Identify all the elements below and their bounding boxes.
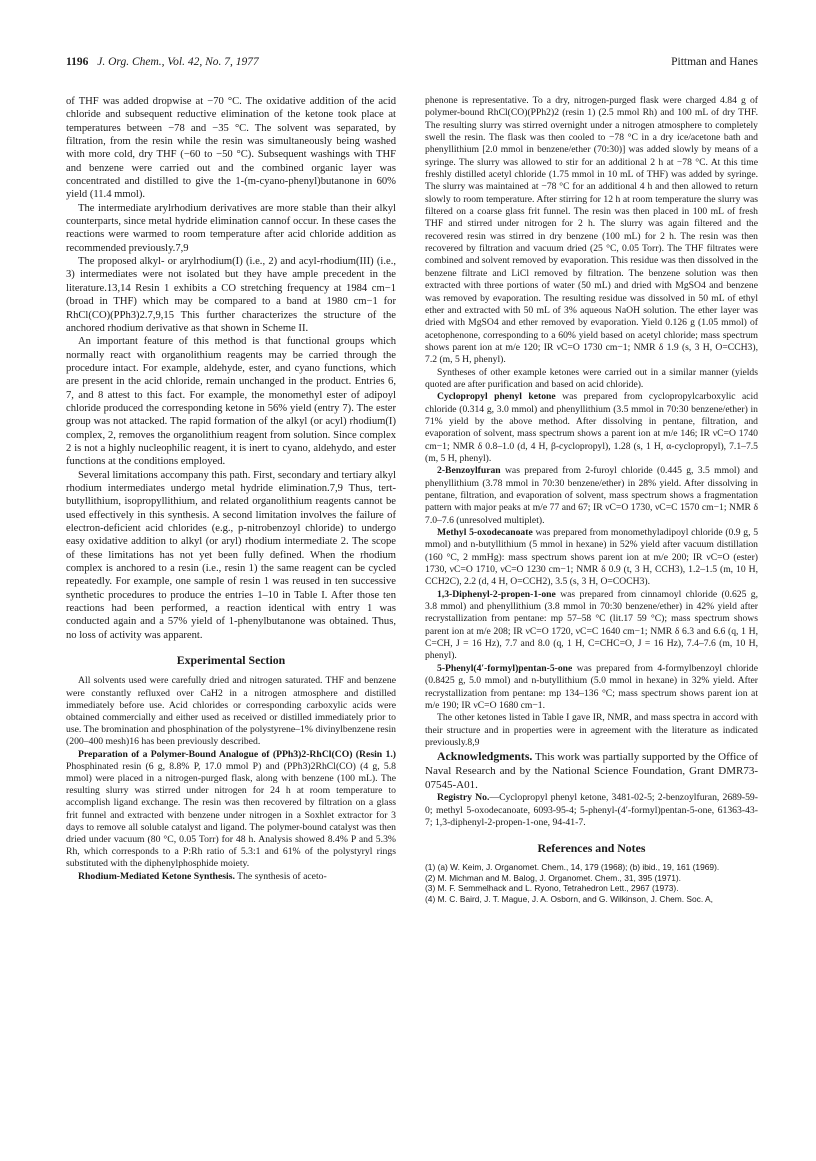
registry-heading: Registry No. bbox=[437, 792, 490, 804]
reference-item: (1) (a) W. Keim, J. Organomet. Chem., 14, 179 (1968); (b) ibid., 19, 161 (1969). bbox=[425, 862, 720, 873]
experimental-section bbox=[66, 675, 396, 882]
body-paragraph bbox=[425, 527, 758, 589]
body-paragraph: The other ketones listed in Table I gave IR, NMR, and mass spectra in accord with their structure and in properties were in agreement with the literature as indicated previously.8,9 bbox=[425, 712, 758, 748]
journal-citation: J. Org. Chem., Vol. 42, No. 7, 1977 bbox=[97, 56, 259, 68]
registry-numbers bbox=[425, 792, 758, 830]
run-in-heading: Rhodium-Mediated Ketone Synthesis. bbox=[78, 870, 235, 882]
paragraph-text: was prepared from cinnamoyl chloride (0.625 g, 3.8 mmol) and phenyllithium (3.8 mmol in 70:30 benzene/ether) in 42% yield after recrystallization from pentane: mp 57–58 °C (lit.17 59 °C); mass spectrum shows parent ion at m/e 208; IR νC=O 1720, νC=C 1640 cm−1; NMR δ 6.3 and 6.6 (q, 1 H, C=CH, J = 16 Hz), 7.7 and 8.0 (q, 1 H, C=CHC=O, J = 16 Hz), 7.4–7.6 (m, 10 H, phenyl). bbox=[425, 588, 758, 662]
reference-item: (3) M. F. Semmelhack and L. Ryono, Tetrahedron Lett., 2967 (1973). bbox=[425, 883, 679, 894]
paragraph-text: was prepared from 2-furoyl chloride (0.445 g, 3.5 mmol) and phenyllithium (3.78 mmol in 70:30 benzene/ether) in 28% yield. After dissolving in pentane, filtration, and evaporation of solvent, mass spectrum shows a fragmentation pattern with major peaks at m/e 77 and 67; IR νC=O 1730, νC=C 1570 cm−1; NMR δ 7.0–7.6 (unresolved multiplet). bbox=[425, 465, 758, 526]
compound-heading: 2-Benzoylfuran bbox=[437, 465, 501, 477]
body-paragraph bbox=[425, 589, 758, 663]
section-heading-references: References and Notes bbox=[537, 840, 646, 855]
left-column bbox=[66, 95, 396, 883]
body-paragraph: Several limitations accompany this path. First, secondary and tertiary alkyl rhodium intermediates undergo metal hydride elimination.7,9 Thus, tert-butyllithium, isopropyllithium, and related organolithium reagents cannot be used effectively in this synthesis. A second limitation involves the failure of electron-deficient acid chlorides (e.g., p-nitrobenzoyl chloride) to undergo easy oxidative addition to alkyl (or aryl) rhodium intermediate 2. The scope of these limitations has not yet been fully defined. When the rhodium complex is anchored to a resin (i.e., resin 1) the same reagent can be cycled repeatedly. For example, one sample of resin 1 was reused in ten successive synthetic procedures to produce the entries 1–10 in Table I. After those ten reactions had been performed, a reaction identical with entry 1 was conducted again and a 57% yield of 1-phenylbutanone was obtained. Thus, no loss of activity was apparent. bbox=[66, 469, 396, 641]
body-paragraph: Syntheses of other example ketones were carried out in a similar manner (yields quoted are after purification and based on acid chloride). bbox=[425, 366, 758, 390]
page-number: 1196 bbox=[66, 56, 89, 68]
compound-heading: Cyclopropyl phenyl ketone bbox=[437, 391, 556, 403]
paragraph-text: was prepared from monomethyladipoyl chloride (0.9 g, 5 mmol) and n-butyllithium (5 mmol in hexane) in 52% yield after vacuum distillation (160 °C, 2 mmHg): mass spectrum shows parent ion at m/e 200; IR νC=O (ester) 1730, νC=O 1710, νC=O 1230 cm−1; NMR δ 0.9 (t, 3 H, CCH3), 1.2–1.5 (m, 10 H, CCH2C), 2.2 (d, 4 H, O=CCH2), 3.5 (s, 3 H, O=COCH3). bbox=[425, 527, 759, 588]
acknowledgments-text: This work was partially supported by the Office of Naval Research and by the National Science Foundation, Grant DMR73-07545-A01. bbox=[425, 751, 758, 792]
acknowledgments-heading: Acknowledgments. bbox=[437, 749, 533, 764]
reference-list bbox=[425, 862, 758, 904]
reference-item: (4) M. C. Baird, J. T. Mague, J. A. Osborn, and G. Wilkinson, J. Chem. Soc. A, bbox=[425, 893, 713, 904]
body-paragraph: The intermediate arylrhodium derivatives are more stable than their alkyl counterparts, since metal hydride elimination cannof occur. In these cases the reactions were warmed to room temperature after acid chloride addition as recommended previously.7,9 bbox=[66, 202, 396, 254]
body-paragraph bbox=[425, 465, 758, 527]
header-authors: Pittman and Hanes bbox=[671, 56, 758, 68]
running-header bbox=[66, 56, 758, 72]
body-paragraph bbox=[425, 663, 758, 712]
run-in-heading: Preparation of a Polymer-Bound Analogue of (PPh3)2-RhCl(CO) (Resin 1.) bbox=[78, 748, 396, 760]
body-paragraph: of THF was added dropwise at −70 °C. The oxidative addition of the acid chloride and subsequent reductive elimination of the ketone took place at temperatures between −78 and −35 °C. The solvent was separated, by filtration, from the resin while the resin was simultaneously being washed with more cold, dry THF (−60 to −50 °C). Subsequent washings with THF and benzene were carried out and the combined organic layer was concentrated and distilled to give the 1-(m-cyano-phenyl)butanone in 60% yield (11.4 mmol). bbox=[66, 96, 396, 201]
paragraph-text: was prepared from cyclopropylcarboxylic acid chloride (0.314 g, 3.0 mmol) and phenyllithium (3.5 mmol in 70:30 benzene/ether) in 71% yield by the above method. After dissolving in pentane, filtration, and evaporation of solvent, mass spectrum shows a parent ion at m/e 146; IR νC=O 1740 cm−1; NMR δ 0.8–1.0 (d, 4 H, β-cyclopropyl), 1.28 (s, 1 H, α-cyclopropyl), 7.1–7.5 (m, 5 H, phenyl). bbox=[425, 391, 759, 464]
acknowledgments bbox=[425, 749, 758, 792]
compound-heading: 5-Phenyl(4′-formyl)pentan-5-one bbox=[437, 662, 573, 674]
compound-heading: Methyl 5-oxodecanoate bbox=[437, 527, 533, 539]
body-paragraph: An important feature of this method is that functional groups which normally react with organolithium reagents may be carried through the procedure intact. For example, aldehyde, ester, and cyano functions, which are present in the acid chloride, remain unchanged in the product. Entries 6, 7, and 8 attest to this fact. For example, the monomethyl ester of adipoyl chloride produced the corresponding ketone in 56% yield (entry 7). The ester group was not attacked. The rapid formation of the alkyl (or acyl) rhodium(I) complex, 2, removes the organolithium reagent from solution. Since complex 2 is not a highly nucleophilic reagent, it is inert to cyano, aldehydo, and ester functions at the conditions employed. bbox=[66, 336, 396, 468]
section-heading-experimental: Experimental Section bbox=[176, 653, 286, 668]
compound-heading: 1,3-Diphenyl-2-propen-1-one bbox=[437, 588, 556, 600]
right-column bbox=[425, 95, 758, 904]
paragraph-text: was prepared from 4-formylbenzoyl chloride (0.8425 g, 5.0 mmol) and n-butyllithium (5.0 mmol in hexane) in 32% yield. After recrystallization from pentane: mp 134–136 °C; mass spectrum shows parent ion at m/e 190; IR νC=O 1680 cm−1. bbox=[425, 662, 759, 711]
reference-item: (2) M. Michman and M. Balog, J. Organomet. Chem., 31, 395 (1971). bbox=[425, 872, 682, 883]
paragraph-text: The synthesis of aceto- bbox=[237, 870, 327, 882]
body-paragraph: phenone is representative. To a dry, nitrogen-purged flask were charged 4.84 g of polymer-bound RhCl(CO)(PPh2)2 (resin 1) (2.5 mmol Rh) and 100 mL of dry THF. The resulting slurry was stirred overnight under a nitrogen atmosphere to completely swell the resin. The flask was then cooled to −78 °C in a dry ice/acetone bath and phenyllithium [2.0 mmol in benzene/ether (70:30)] was added slowly by means of a syringe. The slurry was allowed to stir for an additional 2 h at −78 °C. At this time freshly distilled acetyl chloride (1.75 mmol in 10 mL of THF) was added by syringe. The slurry was maintained at −78 °C for an additional 4 h and then allowed to return slowly to room temperature. After stirring for 12 h at room temperature the slurry was filtered on a coarse glass frit funnel. The resin was then placed in 100 mL of fresh THF and stirred under nitrogen for 2 h. The slurry was again filtered and the recovered resin was stirred in dry benzene (100 mL) for 2 h. The resin was then recovered by filtration and vacuum dried (25 °C, 0.05 Torr). The THF filtrates were combined and solvent removed by evaporation. This residue was then dissolved in the benzene filtrate and LiCl removed by filtration. The benzene solution was then extracted with three portions of water (50 mL) and dried with MgSO4 and benzene was removed by evaporation. The resulting residue was dissolved in 50 mL of ethyl ether and extracted with 50 mL of 3% aqueous NaOH solution. The ether layer was dried with MgSO4 and ether removed by evaporation. Yield 0.126 g (1.05 mmol) of acetophenone, corresponding to a 60% yield based on acetyl chloride; mass spectrum shows parent ion at m/e 120; IR νC=O 1730 cm−1; NMR δ 1.9 (s, 3 H, O=CCH3), 7.2 (m, 5 H, phenyl). bbox=[425, 95, 758, 366]
body-paragraph bbox=[66, 871, 396, 883]
body-paragraph bbox=[425, 391, 758, 465]
body-paragraph: All solvents used were carefully dried and nitrogen saturated. THF and benzene were constantly refluxed over CaH2 in a nitrogen atmosphere and distilled immediately before use. Acid chlorides or corresponding carboxylic acids were obtained commercially and either used as received or distilled immediately prior to use. The bromination and phosphination of the polystyrene–1% divinylbenzene resin (200–400 mesh)16 has been previously described. bbox=[66, 675, 396, 748]
body-paragraph: The proposed alkyl- or arylrhodium(I) (i.e., 2) and acyl-rhodium(III) (i.e., 3) intermediates were not isolated but they have ample precedent in the literature.13,14 Resin 1 exhibits a CO stretching frequency at 1984 cm−1 (broad in THF) which may be compared to a band at 1980 cm−1 for RhCl(CO)(PPh3)2.7,9,15 This further characterizes the structure of the anchored rhodium derivative as that shown in Scheme II. bbox=[66, 256, 396, 334]
paragraph-text: Phosphinated resin (6 g, 8.8% P, 17.0 mmol P) and (PPh3)2RhCl(CO) (4 g, 5.8 mmol) were placed in a nitrogen-purged flask, along with benzene (100 mL). The resulting slurry was stirred under nitrogen for 24 h at room temperature to accomplish ligand exchange. The resin was then recovered by filtration on a glass frit funnel and extracted with benzene under nitrogen in a Soxhlet extractor for 3 days to remove all soluble catalyst and ligand. The polymer-bound catalyst was then dried under vacuum (80 °C, 0.05 Torr) for 48 h. Analysis showed 8.4% P and 5.3% Rh, which corresponds to a P:Rh ratio of 5.3:1 and 61% of the polystyryl rings substituted with the diphenylphosphide moiety. bbox=[66, 760, 396, 870]
body-paragraph bbox=[66, 749, 396, 871]
registry-text: —Cyclopropyl phenyl ketone, 3481-02-5; 2-benzoylfuran, 2689-59-0; methyl 5-oxodecanoate, 6093-95-4; 5-phenyl-(4′-formyl)pentan-5-one, 61363-43-7; 1,3-diphenyl-2-propen-1-one, 94-41-7. bbox=[425, 792, 758, 829]
